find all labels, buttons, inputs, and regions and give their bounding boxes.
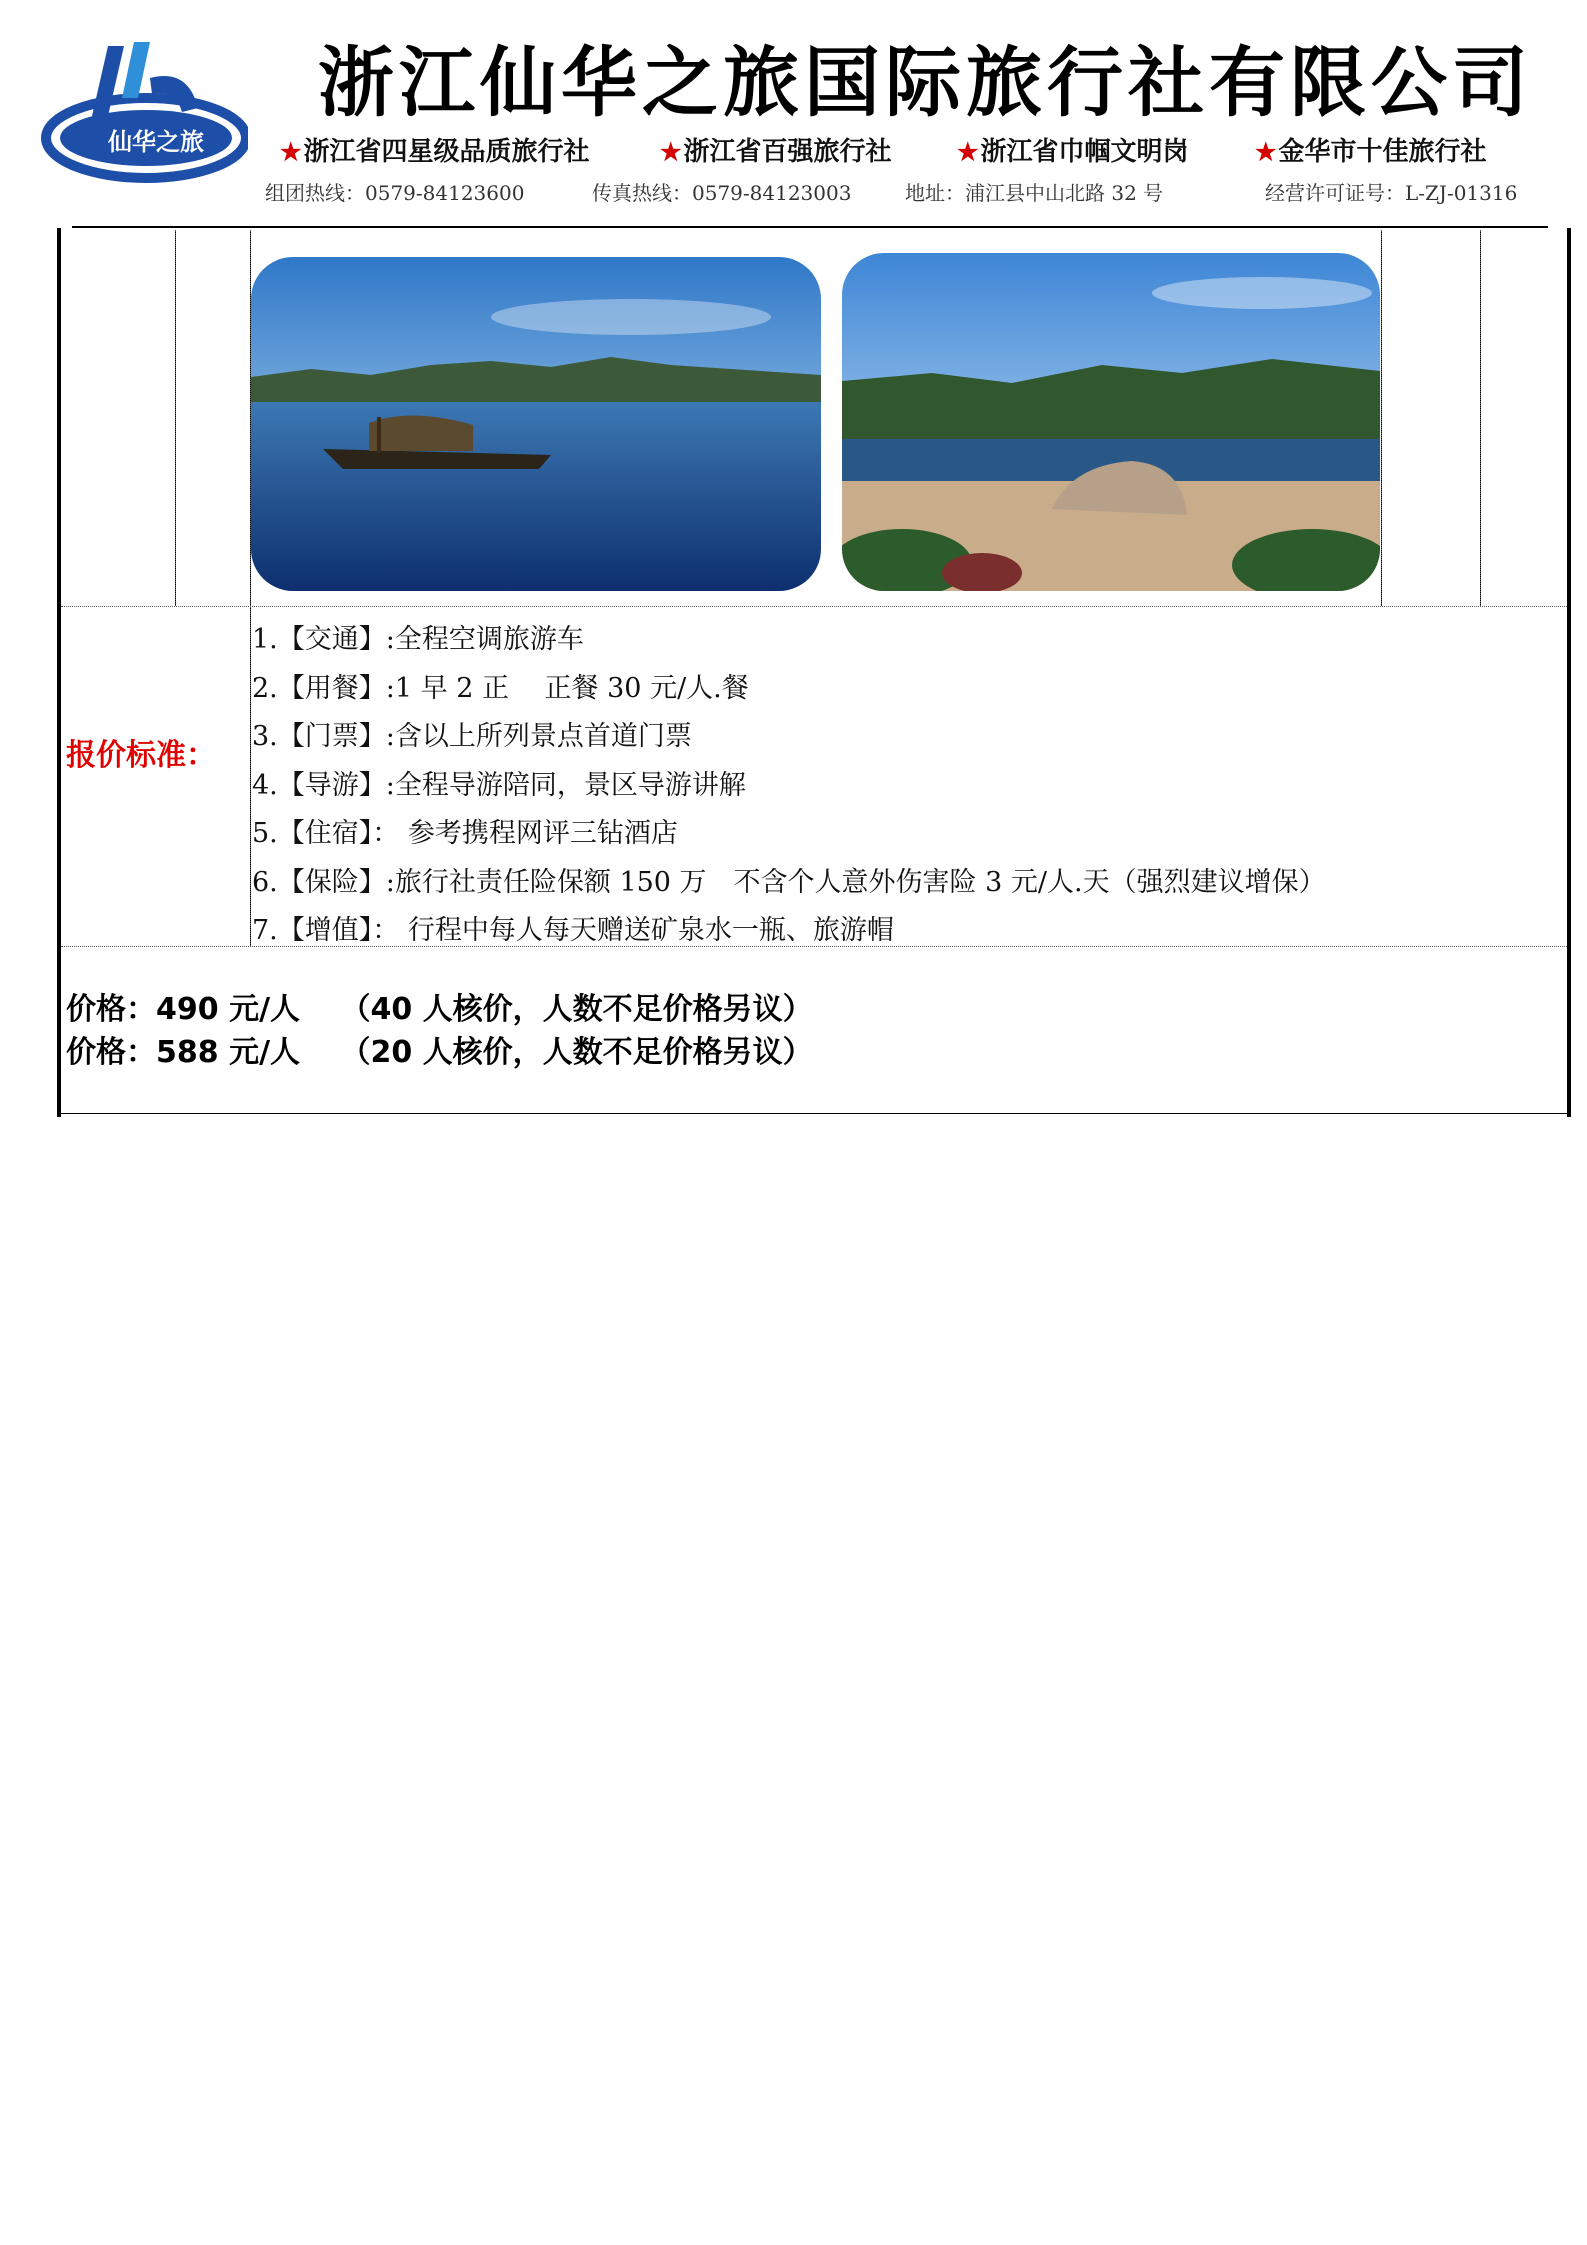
star-icon: ★ <box>660 137 682 166</box>
price-line-40: 价格：490 元/人 （40 人核价，人数不足价格另议） <box>66 992 813 1027</box>
honor-item: ★浙江省四星级品质旅行社 <box>280 137 590 167</box>
standard-item-meals: 2.【用餐】:1 早 2 正 正餐 30 元/人.餐 <box>252 672 749 704</box>
column-divider <box>1480 230 1481 606</box>
standard-item-transport: 1.【交通】:全程空调旅游车 <box>252 624 584 655</box>
honor-item: ★浙江省巾帼文明岗 <box>957 137 1189 167</box>
standard-item-tickets: 3.【门票】:含以上所列景点首道门票 <box>252 721 692 752</box>
lake-boat-photo <box>251 257 821 591</box>
pricing-standard-list <box>252 616 1562 956</box>
row-divider <box>61 606 1567 607</box>
column-divider <box>1381 230 1382 606</box>
star-icon: ★ <box>957 137 979 166</box>
table-bottom-border <box>61 1113 1567 1114</box>
fax-hotline: 传真热线：0579-84123003 <box>592 181 852 205</box>
column-divider <box>175 230 176 606</box>
license-number: 经营许可证号：L-ZJ-01316 <box>1265 181 1518 205</box>
standard-item-guide: 4.【导游】:全程导游陪同，景区导游讲解 <box>252 769 746 801</box>
standard-item-insurance: 6.【保险】:旅行社责任险保额 150 万 不含个人意外伤害险 3 元/人.天（强烈建议增保） <box>252 866 1326 898</box>
lakeside-plaza-photo <box>842 253 1380 591</box>
logo-text: 仙华之旅 <box>108 128 204 156</box>
pricing-standard-label: 报价标准： <box>66 738 216 773</box>
star-icon: ★ <box>280 137 302 166</box>
price-line-20: 价格：588 元/人 （20 人核价，人数不足价格另议） <box>66 1035 813 1070</box>
honor-item: ★浙江省百强旅行社 <box>660 137 892 167</box>
standard-item-extras: 7.【增值】： 行程中每人每天赠送矿泉水一瓶、旅游帽 <box>252 915 894 946</box>
table-right-border <box>1567 228 1571 1117</box>
table-left-border <box>57 228 61 1117</box>
honor-item: ★金华市十佳旅行社 <box>1255 137 1487 167</box>
standard-item-lodging: 5.【住宿】： 参考携程网评三钻酒店 <box>252 818 678 849</box>
company-title: 浙江仙华之旅国际旅行社有限公司 <box>318 38 1533 127</box>
header-divider <box>72 226 1548 228</box>
star-icon: ★ <box>1255 137 1277 166</box>
company-logo <box>38 38 248 186</box>
address: 地址：浦江县中山北路 32 号 <box>905 181 1164 205</box>
group-hotline: 组团热线：0579-84123600 <box>265 181 525 205</box>
